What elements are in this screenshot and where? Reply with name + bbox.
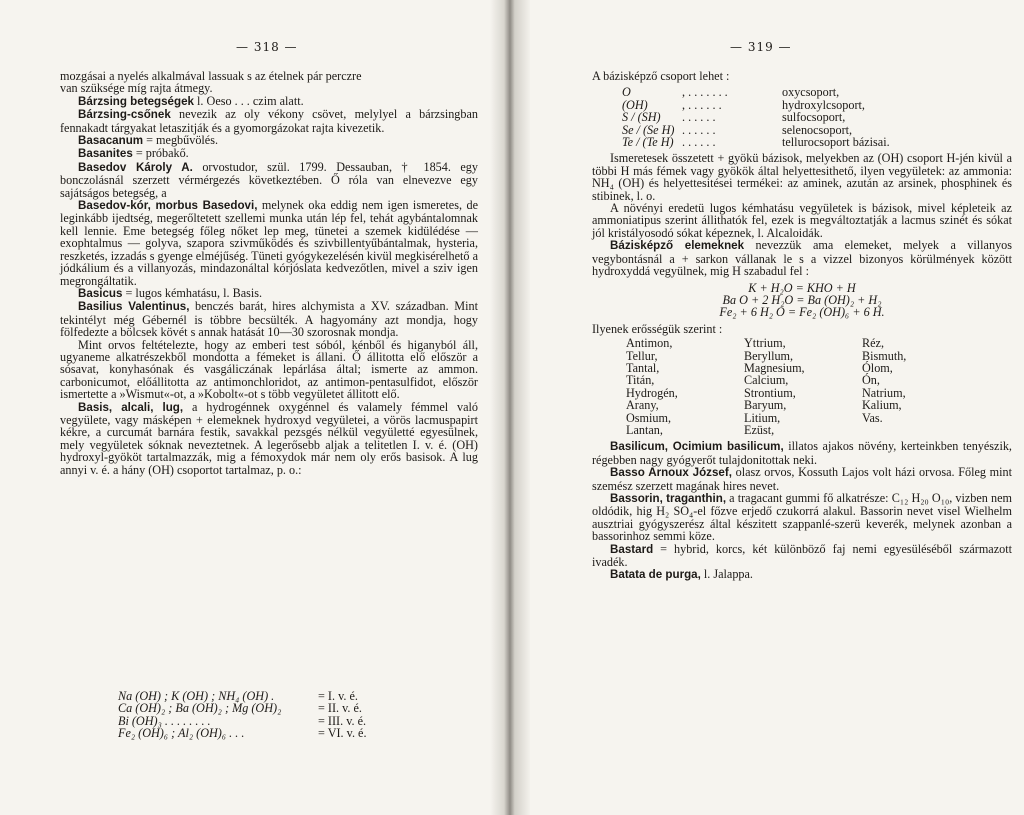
entry-text: nevezik az oly vékony csövet, melylyel a bárzsingban fennakadt tárgyakat letaszitják és a gyomorgázokat rajta kivezetik.: [60, 107, 478, 135]
paragraph: [60, 147, 478, 160]
entry-text: mozgásai a nyelés alkalmával lassuak s az ételnek pár perczre: [60, 69, 362, 83]
entry-text: Mint orvos feltételezte, hogy az emberi test sóból, kénből és higanyból áll, ugyaneme alkatrészekből mondotta a fémeket is állani. Ő állitotta elő először a sósavat, konyhasónak és vasgáliczának lepárlása által; ismerte az ammon. carbonicumot, előállitotta az antimonchloridot, az antimon-pentasulfidot, először ismertette a »Wismut«-ot, a »Kobolt«-ot s több vegyületet állitott elő.: [60, 337, 478, 402]
paragraph: [60, 95, 478, 108]
entry-headword: Basanites: [78, 147, 133, 161]
group-row: [622, 86, 1012, 98]
entry-headword: Basicus: [78, 286, 123, 300]
element-name: Calcium,: [744, 373, 789, 388]
element-name: Magnesium,: [744, 360, 805, 375]
formula-row: [118, 727, 418, 739]
page-number-left: — 318 —: [236, 40, 298, 54]
element-row: [626, 362, 1012, 374]
entry-text: benczés barát, hires alchymista a XV. században. Mint tekintélyt még Gébernél is többre becsülték. A hagyomány azt mondja, hogy fölfedezte a bölcsek kövét s annak hatását 10—30 szorosnak mondja.: [60, 299, 478, 340]
group-list: [622, 86, 1012, 148]
element-name: Litium,: [744, 410, 781, 425]
group-name: tellurocsoport bázisai.: [782, 135, 890, 150]
element-name: Natrium,: [862, 385, 906, 400]
right-page: [512, 0, 1024, 815]
element-name: Arany,: [626, 398, 659, 413]
entry-headword: Basilicum, Ocimium basilicum,: [610, 440, 784, 454]
group-symbol: O: [622, 85, 631, 100]
right-entries: [592, 440, 1012, 581]
element-name: Beryllum,: [744, 348, 794, 363]
element-row: [626, 350, 1012, 362]
formula-valence: = I. v. é.: [318, 689, 358, 703]
element-name: Bismuth,: [862, 348, 907, 363]
formula-valence: = II. v. é.: [318, 701, 362, 716]
element-name: Baryum,: [744, 398, 787, 413]
entry-text: = hybrid, korcs, két különböző faj nemi egyesüléséből származott ivadék.: [592, 541, 1012, 570]
formula-valence: = VI. v. é.: [318, 726, 367, 741]
entry-text: illatos ajakos növény, kerteinkben tenyészik, régebben nagy gyógyerőt tulajdonitottak neki.: [592, 439, 1012, 467]
element-name: Titán,: [626, 373, 655, 388]
equation-block: [592, 282, 1012, 319]
element-row: [626, 412, 1012, 424]
element-name: Hydrogén,: [626, 385, 678, 400]
paragraph: [592, 568, 1012, 581]
formula-valence: = III. v. é.: [318, 713, 367, 728]
element-name: Kalium,: [862, 398, 902, 413]
group-name: oxycsoport,: [782, 85, 840, 100]
paragraph: [592, 239, 1012, 277]
formula-expression: Bi (OH)₃ . . . . . . . .: [118, 713, 211, 728]
paragraph: [60, 287, 478, 300]
element-name: Tellur,: [626, 348, 658, 363]
group-dots: . . . . . .: [682, 135, 716, 150]
element-name: Réz,: [862, 336, 884, 351]
entry-text: nevezzük ama elemeket, melyek a villanyos vegybontásnál a + sarkon vállanak le s a vizzel bizonyos körülmények között hydroxyddá vegyülnek, mig H szabadul fel :: [592, 238, 1012, 279]
paragraph: [592, 466, 1012, 492]
group-name: selenocsoport,: [782, 122, 853, 137]
group-row: [622, 111, 1012, 123]
paragraph: [60, 300, 478, 338]
entry-text: a tragacant gummi fő alkatrésze: C₁₂ H₂₀ O₁₀, vizben nem oldódik, hig H₂ SO₄-el főzve erjedő czukorrá alakul. Bassorin nevet visel Wielhelm ausztriai gyógyszerész által készitett szappanlé-szerü keverék, melynek azonban a bassorinhoz semmi köze.: [592, 491, 1012, 544]
element-name: [862, 424, 962, 436]
entry-headword: Basedov Károly A.: [78, 160, 193, 174]
equation: K + H₂O = KHO + H: [748, 280, 856, 295]
entry-text: van szüksége míg rajta átmegy.: [60, 81, 213, 96]
element-row: [626, 387, 1012, 399]
group-dots: . . . . . .: [682, 122, 716, 137]
element-row: [626, 424, 1012, 436]
paragraph: [60, 108, 478, 134]
paragraph: A növényi eredetü lugos kémhatásu vegyületek is bázisok, mivel képletеik az ammoniatipus szerint állithatók fel, ezek is megváltoztatják a lacmus szinét és sókat jól kristályosodó sókat képeznek, l. Alcaloidák.: [592, 201, 1012, 240]
element-row: [626, 399, 1012, 411]
formula-row: [118, 702, 418, 714]
element-name: Ezüst,: [744, 422, 775, 437]
entry-headword: Bárzsing-csőnek: [78, 108, 171, 122]
entry-text: = próbakő.: [132, 146, 189, 161]
entry-text: olasz orvos, Kossuth Lajos volt házi orvosa. Főleg mint szemész szerzett magának hires nevet.: [592, 465, 1013, 493]
group-symbol: (OH): [622, 97, 648, 112]
entry-headword: Basso Arnoux József,: [610, 466, 732, 480]
entry-text: l. Oeso . . . czim alatt.: [193, 93, 304, 108]
group-symbol: S / (SH): [622, 110, 661, 125]
element-name: Osmium,: [626, 410, 672, 425]
group-symbol: Se / (Se H): [622, 122, 675, 137]
group-name: sulfocsoport,: [782, 110, 846, 125]
group-name: hydroxylcsoport,: [782, 97, 865, 112]
formula-expression: Na (OH) ; K (OH) ; NH₄ (OH) .: [118, 689, 275, 703]
entry-text: = lugos kémhatásu, l. Basis.: [122, 285, 263, 300]
paragraph: [60, 199, 478, 287]
group-row: [622, 136, 1012, 148]
element-name: Antimon,: [626, 336, 673, 351]
group-dots: , . . . . . .: [682, 97, 722, 112]
entry-headword: Bastard: [610, 542, 654, 556]
left-body-text: [60, 70, 478, 476]
equation: Fe₂ + 6 H₂ O = Fe₂ (OH)₆ + 6 H.: [719, 305, 885, 320]
element-name: Ólom,: [862, 360, 893, 375]
paragraph: [60, 339, 478, 401]
element-name: Tantal,: [626, 360, 660, 375]
paragraph: [592, 492, 1012, 543]
entry-text: orvostudor, szül. 1799. Dessauban, † 1854. egy bonczolásnál szerzett vérmérgezés következtében. Ő róla van elnevezve egy sajátságos betegség, a: [60, 159, 478, 200]
element-name: Vas.: [862, 410, 883, 425]
entry-headword: Bassorin, traganthin,: [610, 492, 727, 505]
book-gutter: [490, 0, 530, 815]
paragraph: [592, 543, 1012, 569]
group-symbol: Te / (Te H): [622, 135, 674, 150]
paragraph: [60, 401, 478, 476]
element-name: Yttrium,: [744, 336, 786, 351]
entry-headword: Bárzsing betegségek: [78, 94, 194, 108]
entry-text: a hydrogénnek oxygénnel és valamely fémmel való vegyülete, vagy másképen + elemeknek hydroxyd vegyületei, a vörös lacmuspapirt kékre, a curcumát barnára festik, savakkal pezsgés nélkül vegyületté egyesülnek, mely vegyületek sóknak neveztetnek. A legerősebb aljak a telitetlen I. v. é. (OH) hydroxyl-gyököt tartalmazzák, mig a fémoxydok már nem oly erős basisok. A lug annyi v. é. a hány (OH) csoportot tartalmaz, p. o.:: [60, 399, 478, 477]
entry-text: = megbűvölés.: [143, 133, 219, 148]
groups-intro: A bázisképző csoport lehet :: [592, 69, 730, 83]
paragraph: [592, 440, 1012, 466]
entry-headword: Basis, alcali, lug,: [78, 400, 184, 414]
element-row: [626, 374, 1012, 386]
element-name: Ón,: [862, 373, 880, 388]
formula-expression: Fe₂ (OH)₆ ; Al₂ (OH)₆ . . .: [118, 726, 245, 741]
element-table: [626, 337, 1012, 436]
entry-headword: Basedov-kór, morbus Basedovi,: [78, 199, 258, 213]
entry-headword: Bázisképző elemeknek: [610, 239, 745, 253]
entry-headword: Batata de purga,: [610, 568, 701, 582]
right-body-text: [592, 70, 1012, 582]
paragraph: Ismeretesek összetett + gyökü bázisok, melyekben az (OH) csoport H-jén kivül a többi H más fémek vagy gyökök által helyettesithető, ilyen vegyületek: az ammonia: NH₄ (OH) és helyettesitései termékei: az aminek, azután az arsinek, phosphinek és stibinek, l. o.: [592, 151, 1012, 203]
entry-text: melynek oka eddig nem igen ismeretes, de leginkább ijedtség, megerőltetett szellemi munka után lép fel, tehát agybántalomnak kell lennie. Eme betegség főleg nőket lep meg, tünetei a szemek kidülédése — exophtalmus — golyva, szaporа szivműködés és szivbillentyűbántalmak, hysteria, reszketés, izzadás s gyenge elméjűség. Tüneti gyógykezelésén kivül megkisérelhető a jódkálium és a villanyozás, mindazonáltal kórjóslata kedvezőtlen, mivel a sziv igen megrongáltatik.: [60, 198, 478, 288]
element-row: [626, 337, 1012, 349]
strength-intro: Ilyenek erősségük szerint :: [592, 321, 723, 336]
entry-text: l. Jalappa.: [700, 567, 753, 582]
left-page: [0, 0, 508, 815]
left-formula-table: [118, 690, 418, 740]
element-name: Lantan,: [626, 422, 663, 437]
group-dots: , . . . . . . .: [682, 85, 728, 100]
element-name: Strontium,: [744, 385, 796, 400]
entry-headword: Basacanum: [78, 134, 144, 148]
formula-expression: Ca (OH)₂ ; Ba (OH)₂ ; Mg (OH)₂: [118, 701, 282, 716]
paragraph: [60, 134, 478, 147]
entry-headword: Basilius Valentinus,: [78, 300, 190, 314]
group-dots: . . . . . .: [682, 110, 716, 125]
page-number-right: — 319 —: [730, 40, 792, 54]
equation: Ba O + 2 H₂O = Ba (OH)₂ + H₂: [722, 292, 882, 307]
paragraph: [60, 161, 478, 199]
